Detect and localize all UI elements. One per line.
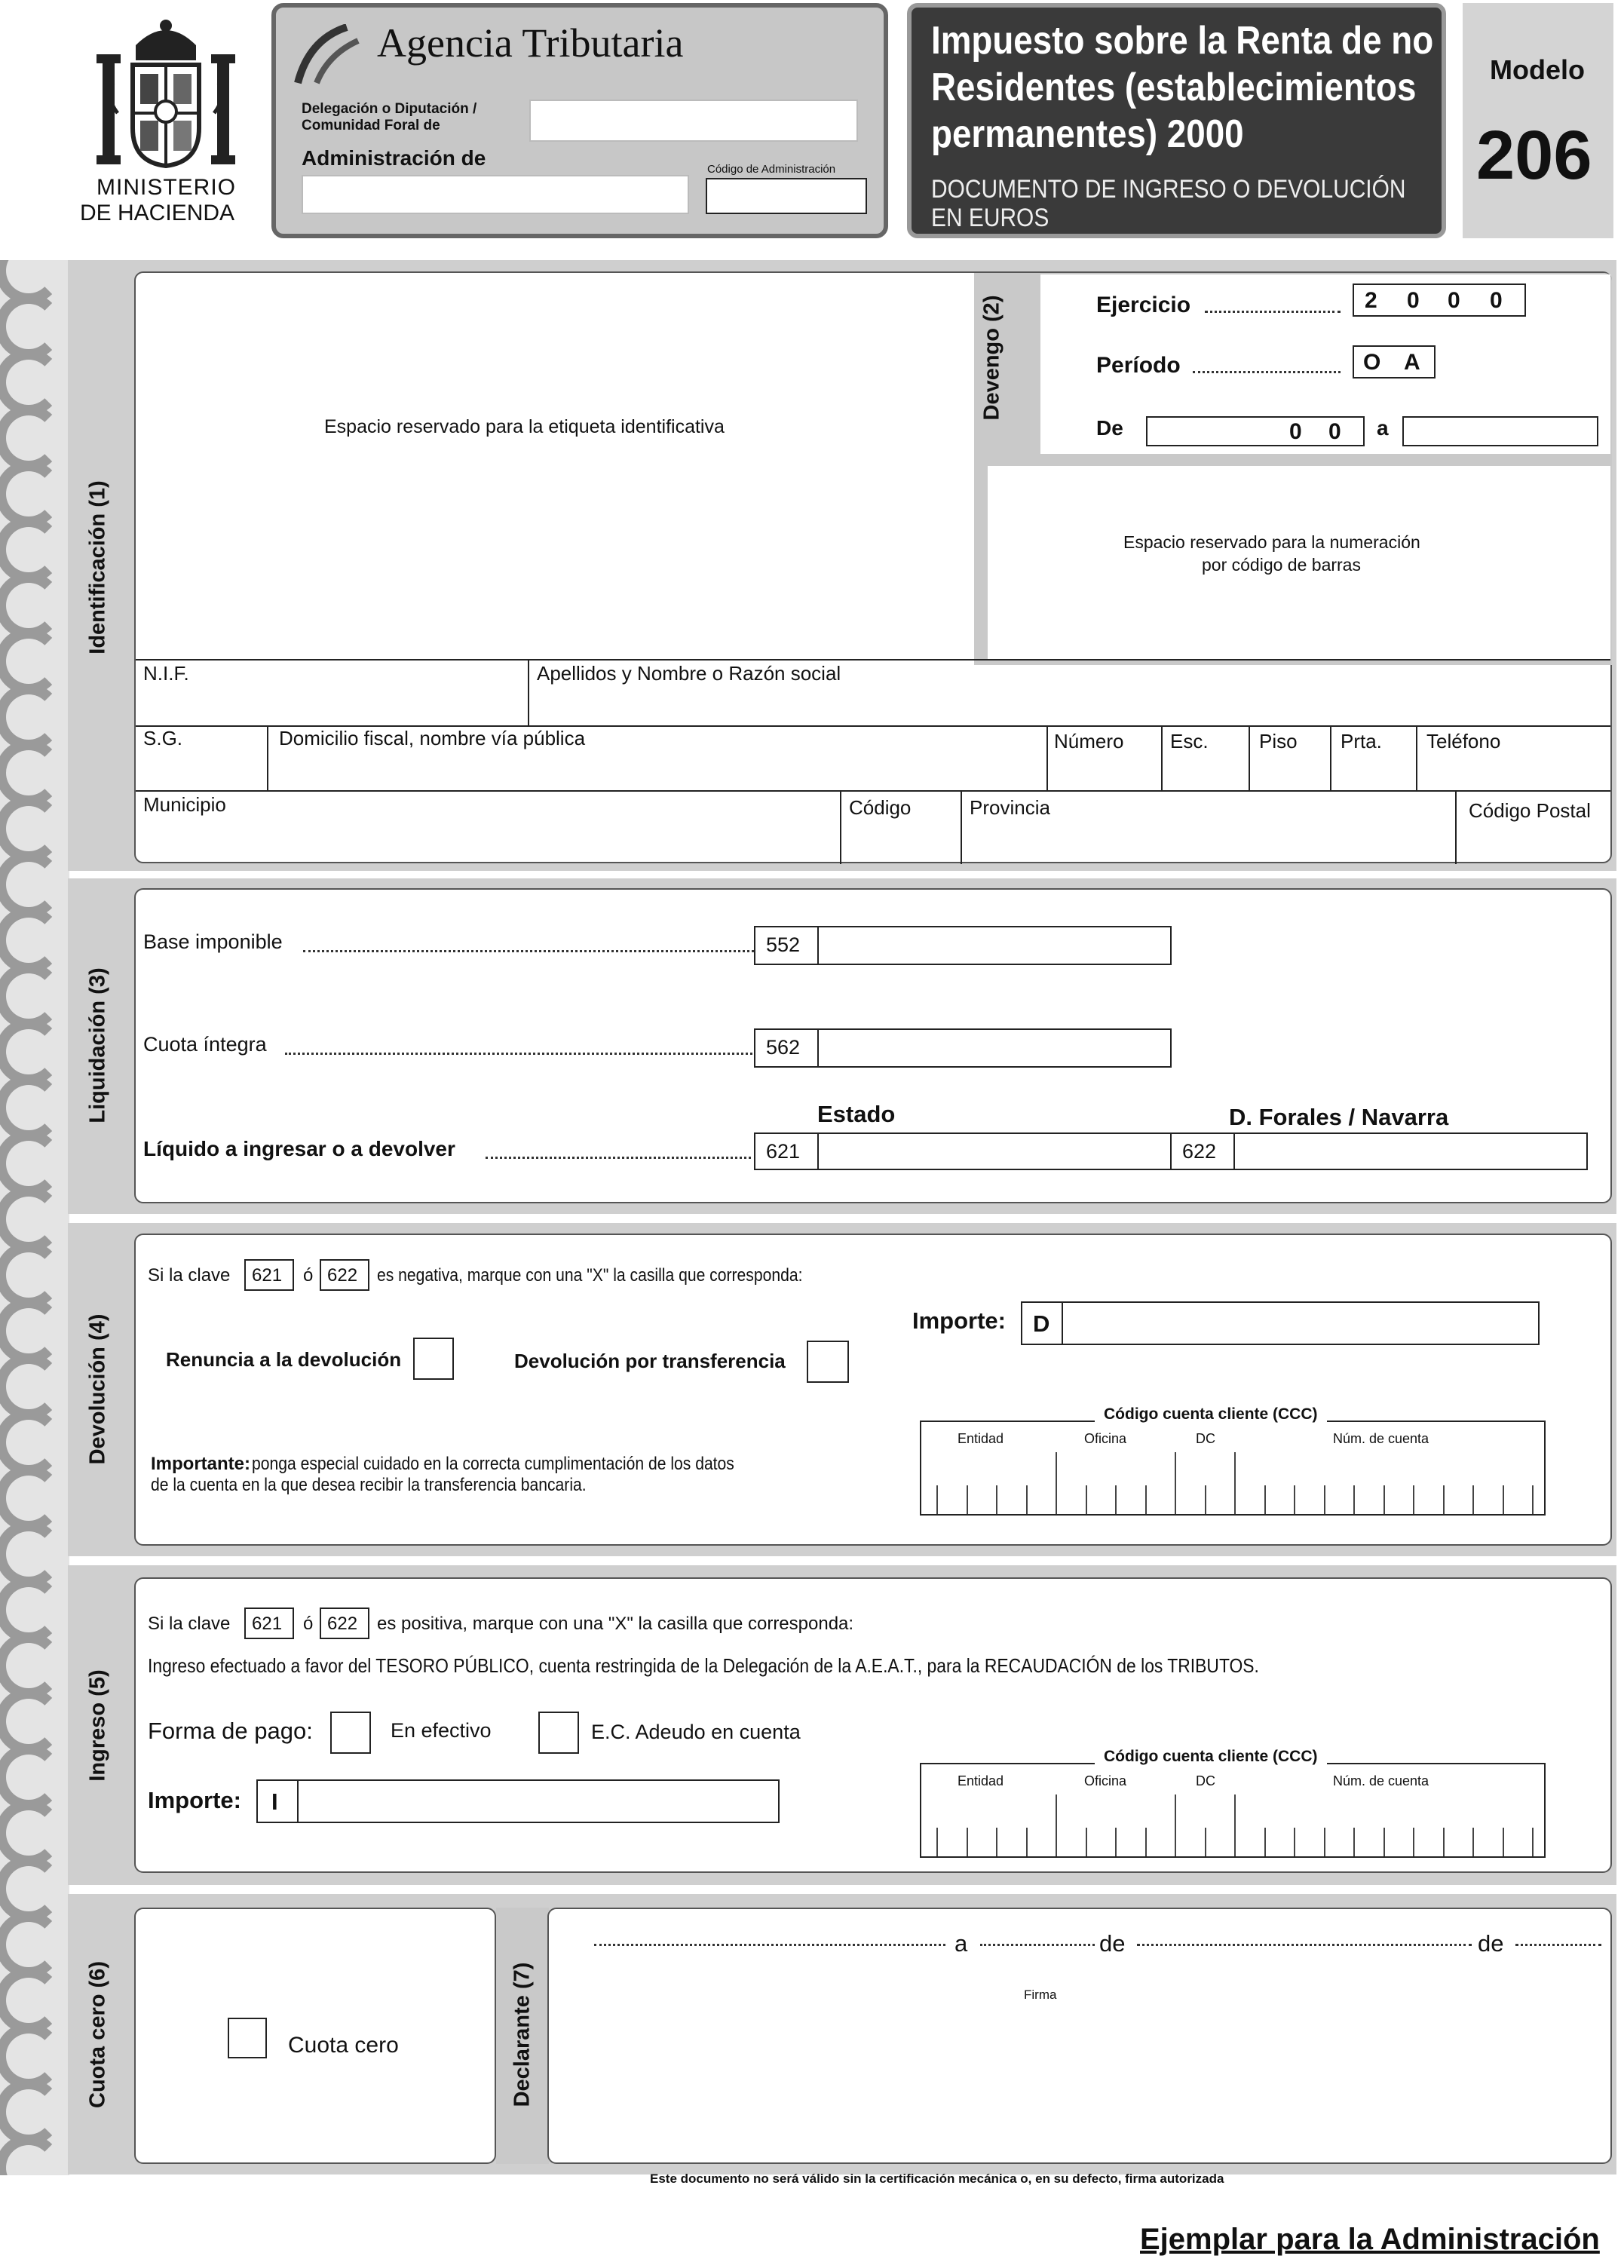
ccc-oficina: Oficina: [1084, 1431, 1127, 1446]
forales-label: D. Forales / Navarra: [1229, 1104, 1449, 1130]
title-line2: Residentes (establecimientos: [931, 66, 1417, 109]
digit-cell-tick: [967, 1828, 968, 1856]
title-line1: Impuesto sobre la Renta de no: [931, 19, 1434, 63]
ccc-dc: DC: [1196, 1773, 1215, 1788]
ingreso-post: es positiva, marque con una "X" la casilla que corresponda:: [377, 1614, 854, 1634]
digit-cell-tick: [1026, 1485, 1028, 1514]
digit-cell-tick: [1503, 1485, 1504, 1514]
ejercicio-digit: 2: [1365, 288, 1377, 313]
digit-cell-tick: [1234, 1452, 1236, 1514]
numero-label: Número: [1054, 730, 1124, 752]
col-divider: [1046, 725, 1048, 790]
municipio-label: Municipio: [143, 793, 226, 816]
declarante-de2: de: [1478, 1930, 1504, 1957]
digit-cell-tick: [1145, 1828, 1147, 1856]
digit-cell-tick: [1086, 1485, 1087, 1514]
col-divider: [1161, 725, 1163, 790]
digit-cell-tick: [1115, 1828, 1117, 1856]
ejercicio-digit: 0: [1448, 288, 1460, 313]
ccc-num-cuenta: Núm. de cuenta: [1333, 1773, 1429, 1788]
digit-cell-tick: [1175, 1452, 1176, 1514]
devolucion-post: es negativa, marque con una "X" la casilla que corresponda:: [377, 1265, 803, 1286]
devolucion-label: Devolución (4): [85, 1313, 110, 1465]
ingreso-label: Ingreso (5): [85, 1669, 110, 1782]
digit-cell-tick: [1443, 1828, 1445, 1856]
liquido-dots: [486, 1157, 751, 1159]
barcode-area: [988, 466, 1610, 659]
digit-cell-tick: [1026, 1828, 1028, 1856]
importe-d-prefix-text: D: [1033, 1310, 1050, 1337]
importante-line1: ponga especial cuidado en la correcta cumplimentación de los datos: [252, 1454, 734, 1474]
anio-dots: [1515, 1944, 1601, 1946]
importe-d-prefix: [1021, 1301, 1063, 1345]
delegacion-line2: Comunidad Foral de: [302, 118, 440, 133]
col-divider: [1249, 725, 1250, 790]
periodo-label: Período: [1096, 353, 1181, 378]
agency-logo-icon: [294, 24, 362, 84]
digit-cell-tick: [1056, 1794, 1057, 1856]
digit-cell-tick: [1443, 1485, 1445, 1514]
importe-i-prefix: [256, 1779, 299, 1823]
importe-i-field[interactable]: [297, 1779, 780, 1823]
agency-box: [271, 3, 888, 238]
ccc-entidad: Entidad: [958, 1431, 1004, 1446]
col-divider: [267, 725, 268, 790]
importe-i-label: Importe:: [148, 1787, 241, 1813]
identificacion-panel: [134, 271, 1612, 863]
barcode-line2: por código de barras: [1202, 555, 1361, 575]
renuncia-checkbox[interactable]: [413, 1338, 454, 1380]
cuota-dots: [285, 1053, 752, 1055]
ccc-entidad: Entidad: [958, 1773, 1004, 1788]
code-622-text: 622: [1182, 1140, 1217, 1163]
de-digit: 0: [1328, 419, 1341, 444]
col-divider: [961, 790, 962, 864]
modelo-number: 206: [1476, 117, 1592, 194]
code-621-ref-text: 621: [252, 1614, 283, 1634]
base-field[interactable]: [817, 926, 1172, 965]
ministry-line2: DE HACIENDA: [80, 201, 235, 225]
cuota-code-text: 562: [766, 1036, 801, 1059]
ccc-dc: DC: [1196, 1431, 1215, 1446]
codigo-admin-field[interactable]: [706, 178, 867, 214]
coat-of-arms-icon: [75, 15, 256, 173]
de-label: De: [1096, 416, 1123, 440]
digit-cell-tick: [1264, 1485, 1266, 1514]
dia-dots: [980, 1944, 1095, 1946]
periodo-digit: A: [1404, 350, 1420, 375]
periodo-field[interactable]: [1353, 345, 1436, 379]
modelo-box: [1463, 3, 1613, 238]
importante-line2: de la cuenta en la que desea recibir la transferencia bancaria.: [151, 1475, 587, 1495]
devolucion-o: ó: [303, 1265, 314, 1286]
code-622-ref: [320, 1259, 369, 1291]
liquidacion-label: Liquidación (3): [85, 967, 110, 1123]
efectivo-label: En efectivo: [391, 1719, 492, 1742]
ccc-devolucion[interactable]: [920, 1405, 1546, 1516]
estado-label: Estado: [817, 1101, 896, 1127]
de-digit: 0: [1289, 419, 1302, 444]
liquido-label: Líquido a ingresar o a devolver: [143, 1137, 455, 1160]
declarante-de1: de: [1099, 1930, 1126, 1957]
title-line3: permanentes) 2000: [931, 112, 1244, 156]
digit-cell-tick: [1205, 1828, 1206, 1856]
ministry-logo: [75, 15, 256, 241]
importe-d-label: Importe:: [912, 1307, 1006, 1334]
ministry-line1: MINISTERIO: [97, 175, 237, 200]
digit-cell-tick: [1264, 1828, 1266, 1856]
ejercicio-dots: [1205, 311, 1341, 313]
cuota-cero-label: Cuota cero (6): [85, 1961, 110, 2108]
digit-cell-tick: [1086, 1828, 1087, 1856]
code-621: [754, 1132, 819, 1170]
identificacion-label: Identificación (1): [85, 480, 110, 654]
liquidacion-panel: [134, 888, 1612, 1203]
transferencia-label: Devolución por transferencia: [514, 1350, 786, 1372]
euro-strip: [0, 260, 69, 2175]
row-divider: [136, 659, 1610, 660]
row-divider: [136, 790, 1610, 792]
cuota-cero-panel: [134, 1908, 496, 2164]
col-divider: [1330, 725, 1331, 790]
a-field[interactable]: [1402, 416, 1598, 446]
mes-dots: [1137, 1944, 1472, 1946]
ccc-digit-cells: [936, 1810, 1532, 1856]
digit-cell-tick: [1234, 1794, 1236, 1856]
code-622-ref-text: 622: [327, 1614, 358, 1634]
ccc-title: Código cuenta cliente (CCC): [1095, 1405, 1327, 1424]
devengo-label: Devengo (2): [979, 295, 1004, 421]
administracion-label: Administración de: [302, 146, 486, 170]
ejercicio-digit: 0: [1407, 288, 1420, 313]
cuota-code: [754, 1028, 819, 1068]
firma-area[interactable]: [594, 2007, 1574, 2150]
sg-label: S.G.: [143, 727, 183, 749]
importe-i-prefix-text: I: [271, 1788, 278, 1815]
codigo-admin-label: Código de Administración: [707, 163, 836, 176]
liquido-estado-field[interactable]: [817, 1132, 1172, 1170]
base-code: [754, 926, 819, 965]
administracion-field[interactable]: [302, 175, 689, 214]
base-code-text: 552: [766, 933, 801, 956]
ccc-digit-cells: [936, 1467, 1532, 1514]
telefono-label: Teléfono: [1426, 730, 1501, 752]
code-622: [1170, 1132, 1235, 1170]
agency-name: Agencia Tributaria: [377, 20, 684, 66]
codigo-label: Código: [849, 796, 912, 819]
periodo-dots: [1193, 371, 1341, 373]
domicilio-label: Domicilio fiscal, nombre vía pública: [279, 727, 586, 749]
digit-cell-tick: [1145, 1485, 1147, 1514]
digit-cell-tick: [1353, 1828, 1355, 1856]
importe-d-field[interactable]: [1062, 1301, 1540, 1345]
ejercicio-label: Ejercicio: [1096, 293, 1191, 317]
ejercicio-field[interactable]: [1353, 284, 1526, 317]
ccc-title: Código cuenta cliente (CCC): [1095, 1748, 1327, 1766]
digit-cell-tick: [1175, 1794, 1176, 1856]
delegacion-field[interactable]: [529, 100, 858, 142]
digit-cell-tick: [1324, 1828, 1325, 1856]
digit-cell-tick: [1532, 1485, 1534, 1514]
modelo-label: Modelo: [1490, 54, 1585, 85]
col-divider: [528, 659, 529, 725]
digit-cell-tick: [996, 1485, 997, 1514]
ingreso-o: ó: [303, 1614, 314, 1634]
declarante-panel: [547, 1908, 1612, 2164]
efectivo-checkbox[interactable]: [330, 1712, 371, 1754]
transferencia-checkbox[interactable]: [807, 1341, 849, 1383]
cuota-cero-checkbox-label: Cuota cero: [288, 2033, 399, 2058]
nif-label: N.I.F.: [143, 662, 189, 685]
etiqueta-text: Espacio reservado para la etiqueta identificativa: [324, 416, 725, 437]
digit-cell-tick: [1205, 1485, 1206, 1514]
ingreso-panel: [134, 1577, 1612, 1873]
digit-cell-tick: [1353, 1485, 1355, 1514]
a-label: a: [1377, 416, 1389, 440]
lugar-dots: [594, 1944, 945, 1946]
subtitle-line1: DOCUMENTO DE INGRESO O DEVOLUCIÓN: [931, 175, 1406, 204]
code-621-ref-text: 621: [252, 1265, 283, 1286]
ccc-num-cuenta: Núm. de cuenta: [1333, 1431, 1429, 1446]
footer-note: Este documento no será válido sin la certificación mecánica o, en su defecto, firma autorizada: [650, 2171, 1224, 2186]
digit-cell-tick: [1413, 1828, 1414, 1856]
cuota-label: Cuota íntegra: [143, 1033, 267, 1056]
col-divider: [840, 790, 841, 864]
forma-pago-label: Forma de pago:: [148, 1718, 313, 1744]
importante-bold: Importante:: [151, 1454, 250, 1474]
cuota-cero-checkbox[interactable]: [228, 2018, 267, 2058]
digit-cell-tick: [1383, 1828, 1385, 1856]
digit-cell-tick: [1472, 1485, 1474, 1514]
digit-cell-tick: [967, 1485, 968, 1514]
ejemplar-label: Ejemplar para la Administración: [1140, 2223, 1600, 2256]
tesoro-text: Ingreso efectuado a favor del TESORO PÚBLICO, cuenta restringida de la Delegación de la A.E.A.T., para la RECAUDACIÓN de los TRIBUTOS.: [148, 1654, 1259, 1677]
digit-cell-tick: [1503, 1828, 1504, 1856]
ccc-ingreso[interactable]: [920, 1748, 1546, 1858]
declarante-label: Declarante (7): [510, 1962, 535, 2107]
title-box: [907, 3, 1446, 238]
digit-cell-tick: [1294, 1828, 1295, 1856]
digit-cell-tick: [1056, 1452, 1057, 1514]
digit-cell-tick: [1324, 1485, 1325, 1514]
liquido-forales-field[interactable]: [1233, 1132, 1588, 1170]
ingreso-pre: Si la clave: [148, 1614, 231, 1634]
digit-cell-tick: [936, 1828, 938, 1856]
declarante-a: a: [954, 1930, 968, 1957]
digit-cell-tick: [1532, 1828, 1534, 1856]
ejercicio-digit: 0: [1490, 288, 1503, 313]
renuncia-label: Renuncia a la devolución: [166, 1348, 402, 1371]
cuota-field[interactable]: [817, 1028, 1172, 1068]
col-divider: [1455, 790, 1457, 864]
devolucion-pre: Si la clave: [148, 1265, 231, 1286]
prta-label: Prta.: [1341, 730, 1382, 752]
digit-cell-tick: [936, 1485, 938, 1514]
esc-label: Esc.: [1170, 730, 1209, 752]
col-divider: [1416, 725, 1417, 790]
code-621-ref: [244, 1259, 294, 1291]
provincia-label: Provincia: [970, 796, 1050, 819]
devolucion-panel: [134, 1234, 1612, 1546]
periodo-digit: O: [1363, 350, 1381, 375]
firma-label: Firma: [1024, 1988, 1057, 2002]
base-label: Base imponible: [143, 930, 283, 953]
de-field[interactable]: [1146, 416, 1365, 446]
apellidos-label: Apellidos y Nombre o Razón social: [537, 662, 841, 685]
digit-cell-tick: [1383, 1485, 1385, 1514]
adeudo-checkbox[interactable]: [538, 1712, 579, 1754]
delegacion-line1: Delegación o Diputación /: [302, 101, 477, 117]
ccc-oficina: Oficina: [1084, 1773, 1127, 1788]
codigo-postal-label: Código Postal: [1469, 799, 1591, 822]
piso-label: Piso: [1259, 730, 1298, 752]
euro-icon: [0, 2135, 62, 2175]
code-622-ref: [320, 1608, 369, 1639]
digit-cell-tick: [1294, 1485, 1295, 1514]
code-621-ref: [244, 1608, 294, 1639]
adeudo-label: E.C. Adeudo en cuenta: [591, 1721, 801, 1743]
code-622-ref-text: 622: [327, 1265, 358, 1286]
barcode-line1: Espacio reservado para la numeración: [1123, 532, 1420, 552]
code-621-text: 621: [766, 1140, 801, 1163]
digit-cell-tick: [996, 1828, 997, 1856]
digit-cell-tick: [1115, 1485, 1117, 1514]
digit-cell-tick: [1413, 1485, 1414, 1514]
digit-cell-tick: [1472, 1828, 1474, 1856]
subtitle-line2: EN EUROS: [931, 204, 1049, 232]
